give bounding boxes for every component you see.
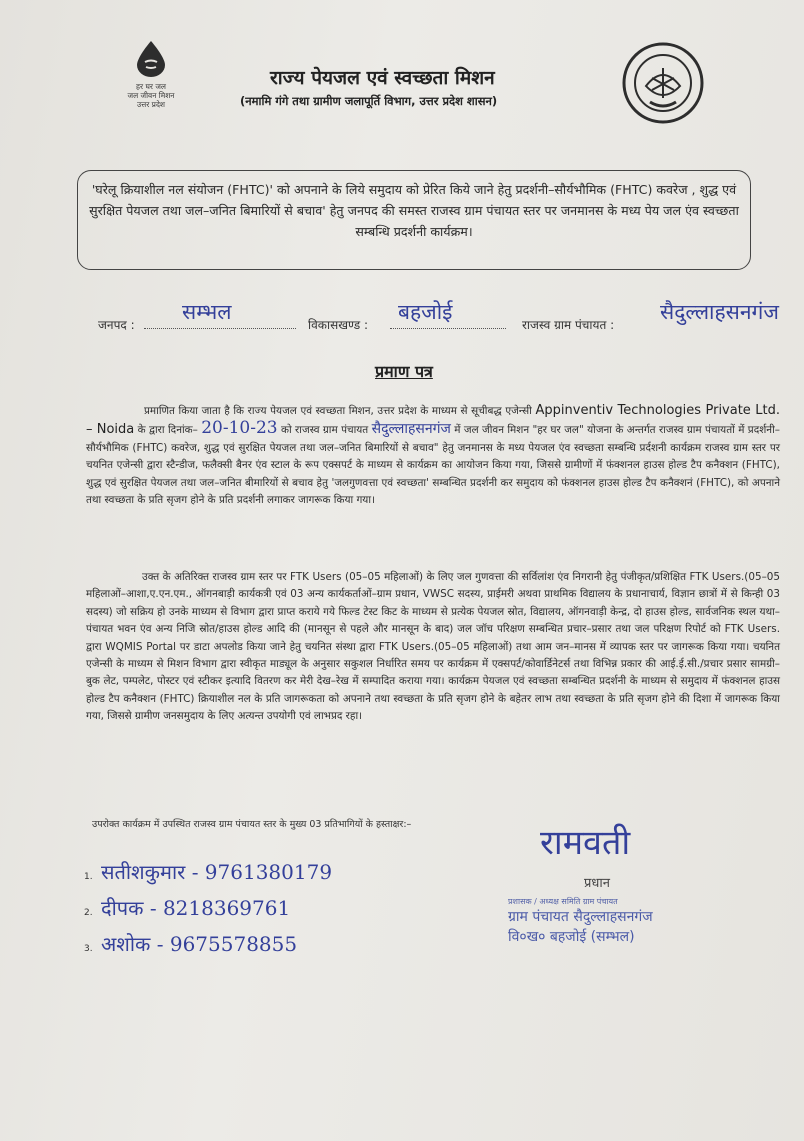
attendee-entry: अशोक - 9675578855 bbox=[100, 932, 298, 956]
stamp-line-1: ग्राम पंचायत सैदुल्लाहसनगंज bbox=[508, 909, 653, 925]
attendee-signature-1 bbox=[84, 858, 332, 885]
district-dotted-line bbox=[144, 328, 296, 329]
har-ghar-jal-logo bbox=[114, 40, 188, 109]
logo-caption-1: हर घर जल bbox=[136, 82, 166, 91]
location-fields bbox=[98, 300, 804, 340]
pradhan-signature: रामवती bbox=[540, 823, 631, 863]
water-drop-icon bbox=[134, 40, 168, 78]
up-government-seal-icon bbox=[622, 42, 704, 124]
gram-panchayat-name: सैदुल्लाहसनगंज bbox=[371, 421, 451, 438]
block-dotted-line bbox=[390, 328, 506, 329]
stamp-line-2: वि०ख० बहजोई (सम्भल) bbox=[508, 929, 635, 945]
district-value: सम्भल bbox=[182, 300, 232, 324]
panchayat-label: राजस्व ग्राम पंचायत : bbox=[522, 318, 615, 332]
block-value: बहजोई bbox=[398, 300, 453, 324]
organization-title: राज्य पेयजल एवं स्वच्छता मिशन bbox=[270, 67, 495, 89]
pradhan-stamp bbox=[508, 897, 728, 947]
paragraph1-by-date: के द्वारा दिनांक– bbox=[137, 424, 198, 437]
stamp-small-text: प्रशासक / अध्यक्ष समिति ग्राम पंचायत bbox=[508, 897, 618, 906]
pradhan-label: प्रधान bbox=[584, 876, 610, 891]
attendee-number: 1. bbox=[84, 872, 93, 882]
certificate-title: प्रमाण पत्र bbox=[375, 362, 433, 381]
certificate-paragraph-1 bbox=[86, 402, 780, 509]
paragraph1-rest: में जल जीवन मिशन "हर घर जल" योजना के अन्तर्गत राजस्व ग्राम पंचायतों में प्रदर्शनी–सौर्यभौमिक (FHTC) कवरेज, शुद्ध एवं सुरक्षित पेयजल तथा जल–जनित बिमारियों से बचाव" हेतु जनमानस के मध्य पेयजल एंव स्वच्छता सम्बन्धि प्रर्दशनी कार्यक्रम राजस्व ग्राम स्तर पर चयनित एजेन्सी द्वारा स्टैन्डीज, फलैक्सी बैनर एंव स्टाल के रूप एक्सपर्ट के माध्यम से कार्यक्रम का आयोजन किया गया, जिससे ग्रामीणों में फंक्शनल हाउस होल्ड टैप कनैक्शन (FHTC), शुद्ध एवं सुरक्षित पेयजल तथा जल–जनित बीमारियों से बचाव हेतु 'जलगुणवत्ता एवं स्वच्छता' सम्बन्धित प्रदर्शनी कर समुदाय को फंक्शनल हाउस होल्ड टैप कनैक्शनं (FHTC), को अपनाने तथा स्वच्छता के प्रति सृजग होने के प्रति प्रदर्शनी लगाकर जागरूक किया गया। bbox=[86, 424, 780, 507]
certificate-paragraph-2 bbox=[86, 569, 780, 726]
block-label: विकासखण्ड : bbox=[308, 318, 369, 332]
attendee-number: 3. bbox=[84, 944, 93, 954]
attendees-note: उपरोक्त कार्यक्रम में उपस्थित राजस्व ग्राम पंचायत स्तर के मुख्य 03 प्रतिभागियों के हस्ताक्षर:– bbox=[92, 819, 412, 830]
logo-caption-3: उत्तर प्रदेश bbox=[136, 100, 166, 109]
attendee-number: 2. bbox=[84, 908, 93, 918]
program-date: 20-10-23 bbox=[201, 418, 278, 439]
organization-subtitle: (नमामि गंगे तथा ग्रामीण जलापूर्ति विभाग, उत्तर प्रदेश शासन) bbox=[240, 94, 498, 108]
panchayat-value: सैदुल्लाहसनगंज bbox=[660, 300, 779, 324]
logo-caption-2: जल जीवन मिशन bbox=[127, 91, 175, 100]
attendee-entry: सतीशकुमार - 9761380179 bbox=[100, 860, 333, 884]
attendee-signature-3 bbox=[84, 930, 297, 957]
paragraph1-after-date: को राजस्व ग्राम पंचायत bbox=[281, 424, 369, 437]
program-notice-box: 'घरेलू क्रियाशील नल संयोजन (FHTC)' को अपनाने के लिये समुदाय को प्रेरित किये जाने हेतु प्रदर्शनी–सौर्यभौमिक (FHTC) कवरेज , शुद्ध एवं सुरक्षित पेयजल तथा जल–जनित बिमारियों से बचाव' हेतु जनपद की समस्त राजस्व ग्राम पंचायत स्तर पर जनमानस के मध्य पेय जल एंव स्वच्छता सम्बन्धि प्रदर्शनी कार्यक्रम। bbox=[77, 170, 751, 270]
agency-name: Appinventiv Technologies Private Ltd. – Noida bbox=[86, 403, 780, 438]
district-label: जनपद : bbox=[98, 318, 135, 332]
attendee-entry: दीपक - 8218369761 bbox=[100, 896, 291, 920]
paragraph1-lead: प्रमाणित किया जाता है कि राज्य पेयजल एवं स्वच्छता मिशन, उत्तर प्रदेश के माध्यम से सूचीबद्ध एजेन्सी bbox=[144, 405, 532, 417]
attendee-signature-2 bbox=[84, 894, 290, 921]
paragraph2-text: उक्त के अतिरिक्त राजस्व ग्राम स्तर पर FTK Users (05–05 महिलाओं) के लिए जल गुणवत्ता की सर्विलांश एंव निगरानी हेतु पंजीकृत/प्रशिक्षित FTK Users.(05–05 महिलाओं–आशा,ए.एन.एम., ऑगनबाड़ी कार्यकत्री एवं 03 अन्य कार्यकर्ताओं–ग्राम प्रधान, VWSC सदस्य, प्राईमरी अथवा प्राथमिक विद्यालय के प्रधानाचार्य, विज्ञान छात्रों में से किन्ही 03 सदस्य) जो सक्रिय हो उनके माध्यम से विभाग द्वारा प्राप्त कराये गये फिल्ड टेस्ट किट के माध्यम से प्रत्येक पेयजल स्रोत, विद्यालय, ऑगनवाड़ी केन्द्र, दो हाउस होल्ड, सार्वजनिक स्थल यथा–पंचायत भवन एंव अन्य निजि स्रोत/हाउस होल्ड आदि की (मानसून से पहले और मानसून के बाद) जल जॉच परिक्षण सम्बन्धित प्रचार–प्रसार तथा जल परिक्षण रिपोर्ट को FTK Users. द्वारा WQMIS Portal पर डाटा अपलोड किया जाने हेतु चयनित संस्था द्वारा FTK Users.(05–05 महिलाओं) तथा आम जन–मानस में व्यापक स्तर पर जागरूक किया गया। चयनित एजेन्सी के माध्यम से मिशन विभाग द्वारा स्वीकृत माड्यूल के अनुसार सकुशल निर्धारित समय पर कार्यक्रम में एक्सपर्ट/कोवार्डिनेटर्स तथा विभिन्न प्रकार की आई.ई.सी./प्रचार प्रसार सामग्री–बुक लेट, पम्पलेट, पोस्टर एवं स्टीकर इत्यादि वितरण कर मेरी देख–रेख में सम्पादित कराया गया। कार्यक्रम पेयजल एवं स्वच्छता सम्बन्धित प्रदर्शनी के माध्यम से समुदाय में फंक्शनल हाउस होल्ड टैप कनैक्शन (FHTC) क्रियाशील नल के प्रति जागरूकता को अपनाने तथा स्वच्छता के प्रति सृजग होने के बहेतर लाभ तथा स्वच्छता के प्रति सृजग होने की दिशा में जागरूक किया गया, जिससे ग्रामीण जनसमुदाय के लिए अत्यन्त उपयोगी एवं लाभप्रद रहा। bbox=[86, 571, 780, 723]
